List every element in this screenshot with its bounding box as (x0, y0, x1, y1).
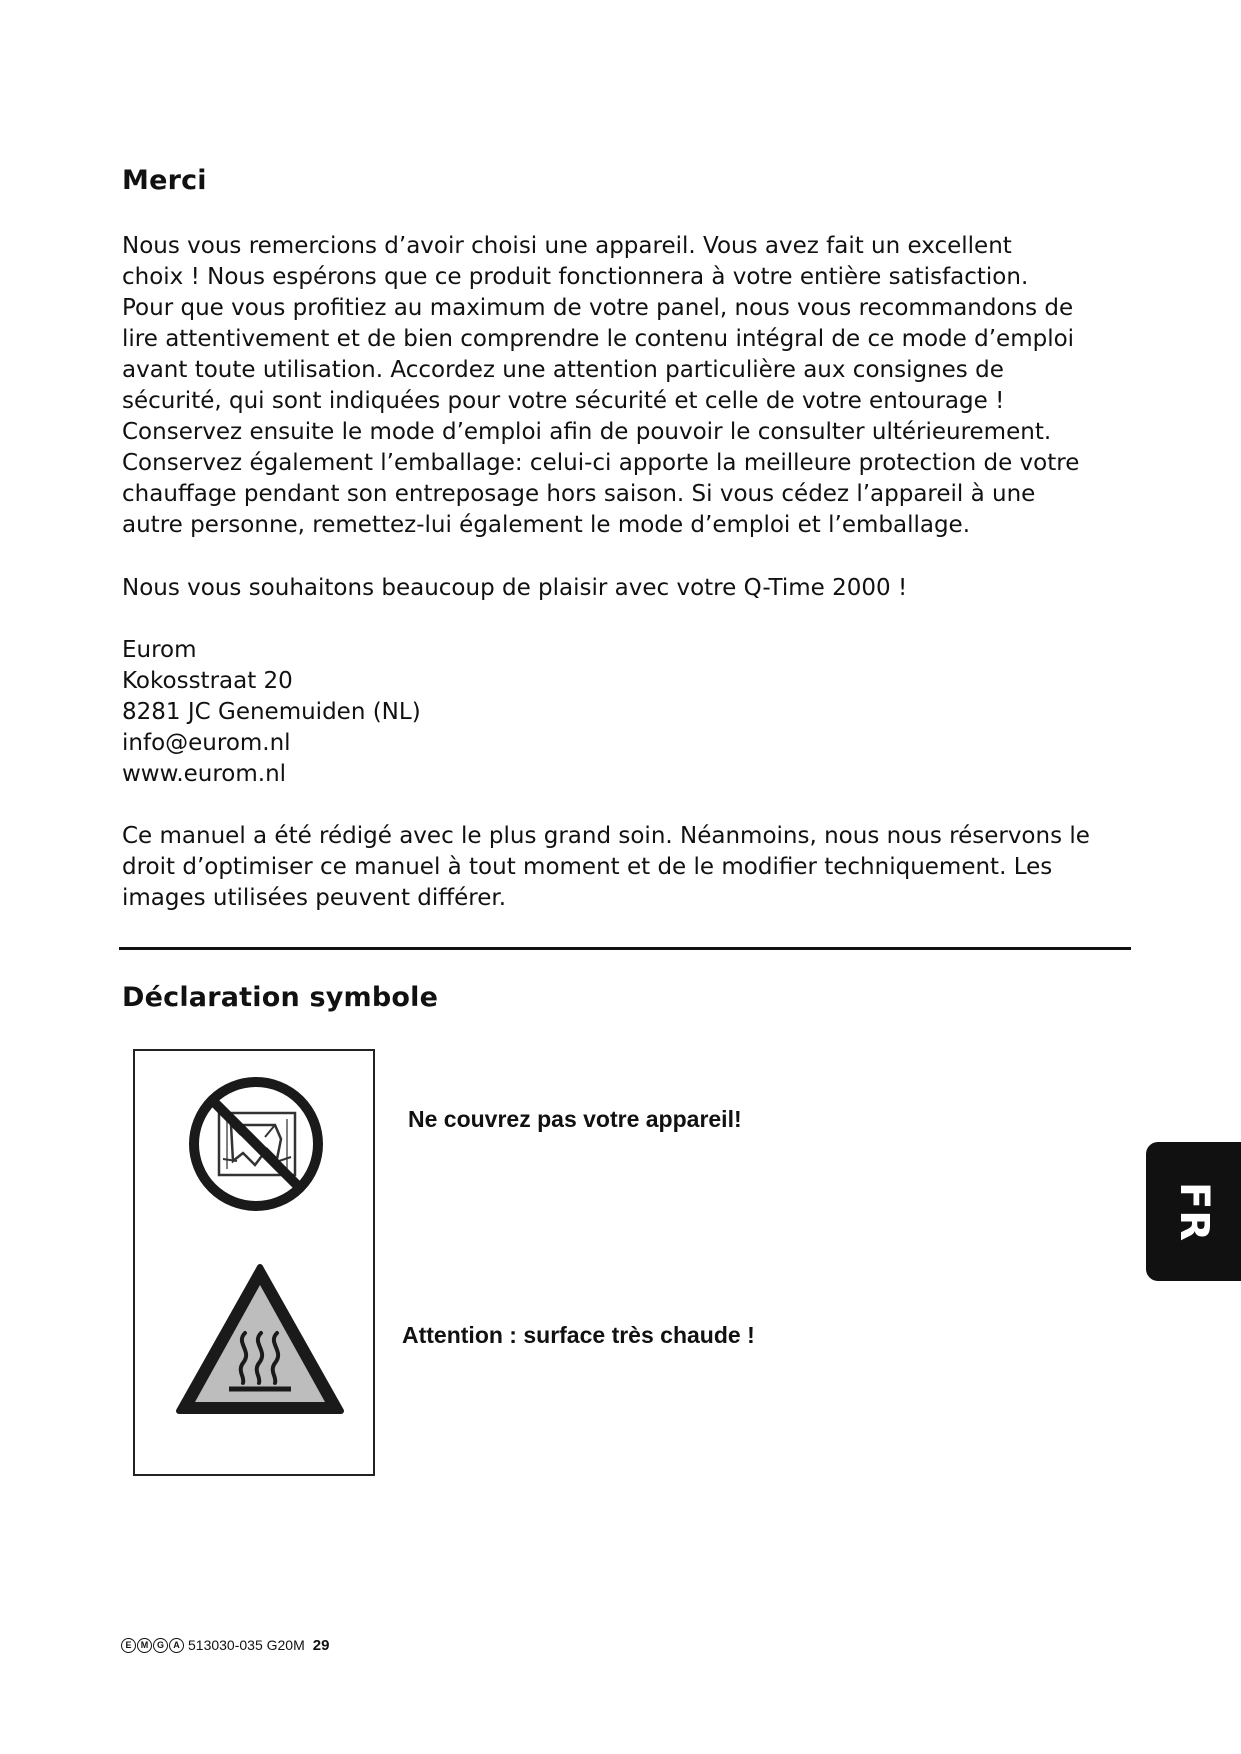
company-name: Eurom (122, 637, 197, 663)
website-address: www.eurom.nl (122, 761, 287, 787)
intro-line: Pour que vous profitiez au maximum de votre panel, nous vous recommandons de (122, 295, 1074, 321)
intro-line: Conservez ensuite le mode d’emploi afin de pouvoir le consulter ultérieurement. (122, 419, 1052, 445)
do-not-cover-icon (183, 1071, 329, 1217)
intro-line: Conservez également l’emballage: celui-ci apporte la meilleure protection de votre (122, 450, 1080, 476)
page-footer (121, 1635, 329, 1655)
hot-surface-warning-icon (173, 1261, 347, 1419)
page-number: 29 (312, 1636, 330, 1654)
declaration-heading: Déclaration symbole (122, 982, 439, 1013)
emga-logo (121, 1638, 184, 1653)
intro-line: choix ! Nous espérons que ce produit fonctionnera à votre entière satisfaction. (122, 264, 1029, 290)
language-code: FR (1170, 1181, 1217, 1242)
intro-paragraph (122, 231, 1132, 541)
disclaimer-paragraph (122, 821, 1132, 914)
disclaimer-line: images utilisées peuvent différer. (122, 885, 507, 911)
intro-line: autre personne, remettez-lui également le mode d’emploi et l’emballage. (122, 512, 971, 538)
street-address: Kokosstraat 20 (122, 668, 293, 694)
symbol-frame (133, 1049, 375, 1476)
do-not-cover-text: Ne couvrez pas votre appareil! (408, 1106, 742, 1132)
logo-letter: A (169, 1638, 184, 1653)
logo-letter: M (137, 1638, 152, 1653)
logo-letter: G (153, 1638, 168, 1653)
document-code: 513030-035 G20M (188, 1637, 305, 1653)
email-address: info@eurom.nl (122, 730, 291, 756)
postal-city: 8281 JC Genemuiden (NL) (122, 699, 421, 725)
intro-line: Nous vous remercions d’avoir choisi une appareil. Vous avez fait un excellent (122, 233, 1012, 259)
hot-surface-text: Attention : surface très chaude ! (402, 1322, 755, 1348)
intro-line: avant toute utilisation. Accordez une attention particulière aux consignes de (122, 357, 1004, 383)
disclaimer-line: droit d’optimiser ce manuel à tout moment et de le modifier techniquement. Les (122, 854, 1053, 880)
intro-line: lire attentivement et de bien comprendre le contenu intégral de ce mode d’emploi (122, 326, 1075, 352)
logo-letter: E (121, 1638, 136, 1653)
wish-line: Nous vous souhaitons beaucoup de plaisir avec votre Q-Time 2000 ! (122, 575, 908, 601)
intro-line: chauffage pendant son entreposage hors saison. Si vous cédez l’appareil à une (122, 481, 1036, 507)
language-tab (1146, 1142, 1241, 1281)
intro-line: sécurité, qui sont indiquées pour votre sécurité et celle de votre entourage ! (122, 388, 1005, 414)
address-block (122, 635, 1132, 790)
section-divider (119, 947, 1131, 950)
merci-heading: Merci (122, 165, 207, 196)
disclaimer-line: Ce manuel a été rédigé avec le plus grand soin. Néanmoins, nous nous réservons le (122, 823, 1090, 849)
